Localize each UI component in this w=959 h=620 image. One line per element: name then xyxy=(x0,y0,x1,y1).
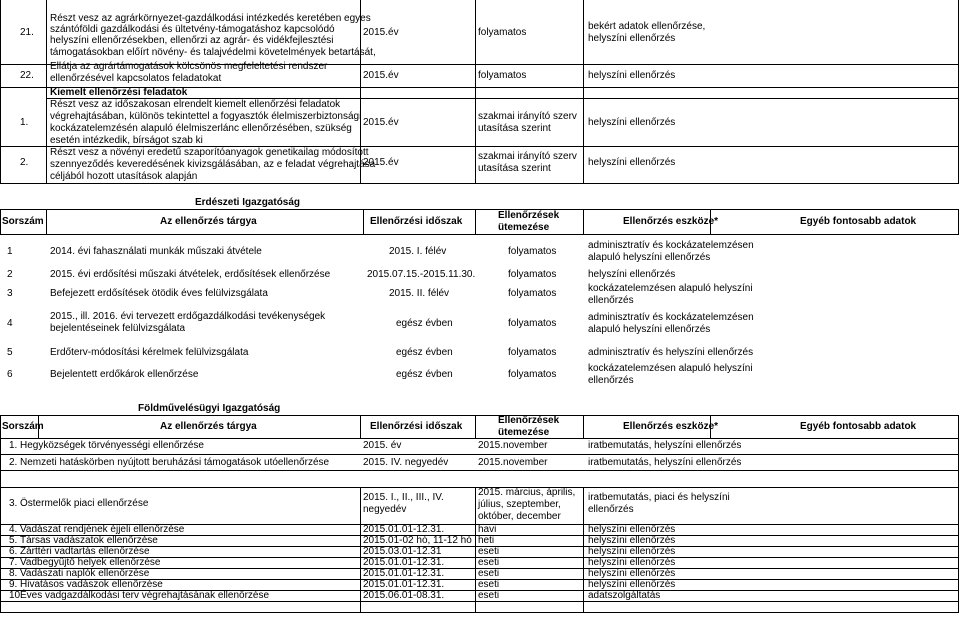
row-frequency-line: szakmai irányító szerv xyxy=(478,151,577,162)
row-frequency: eseti xyxy=(478,546,500,557)
row-description-line: Részt vesz az időszakosan elrendelt kiemelt ellenőrzési feladatok xyxy=(50,99,341,110)
header-idoszak: Ellenőrzési időszak xyxy=(370,421,463,432)
row-frequency: folyamatos xyxy=(508,318,557,329)
row-subject: 2014. évi fahasználati munkák műszaki átvétele xyxy=(50,246,262,257)
row-description-line: Részt vesz a növényi eredetű szaporítóanyagok genetikailag módosított xyxy=(50,147,369,158)
rule xyxy=(475,415,476,438)
rule xyxy=(583,487,584,612)
row-period: 2015. IV. negyedév xyxy=(363,457,449,468)
row-period: 2015. év xyxy=(363,440,402,451)
row-tool-line: alapuló helyszíni ellenőrzés xyxy=(588,252,711,263)
row-period: egész évben xyxy=(396,347,453,358)
row-frequency: folyamatos xyxy=(478,70,527,81)
row-number: 3. xyxy=(9,498,18,509)
rule xyxy=(46,0,47,183)
row-description-line: végrehajtásában, különös tekintettel a fogyasztók élelmiszerbiztonsági xyxy=(50,111,362,122)
row-frequency-line: szakmai irányító szerv xyxy=(478,111,577,122)
row-tool: iratbemutatás, helyszíni ellenőrzés xyxy=(588,457,742,468)
header-utemezes-line: ütemezése xyxy=(498,426,550,438)
row-subject: Erdőterv-módosítási kérelmek felülvizsgálata xyxy=(50,347,249,358)
row-tool: helyszíni ellenőrzés xyxy=(588,70,676,81)
rule xyxy=(363,209,364,234)
row-tool-line: helyszíni ellenőrzés xyxy=(588,32,676,44)
row-number: 4. xyxy=(9,524,18,535)
section-title: Földművelésügyi Igazgatóság xyxy=(138,403,281,414)
row-tool: adminisztratív és helyszíni ellenőrzés xyxy=(588,347,754,358)
header-targy: Az ellenőrzés tárgya xyxy=(160,421,257,432)
row-frequency: folyamatos xyxy=(508,269,557,280)
row-tool: helyszíni ellenőrzés xyxy=(588,157,676,168)
row-tool-line: iratbemutatás, piaci és helyszíni xyxy=(588,492,730,503)
row-period: 2015.év xyxy=(363,70,399,81)
header-utemezes-line: Ellenőrzések xyxy=(498,210,560,221)
row-period: 2015.év xyxy=(363,27,399,38)
row-subject-line: bejelentéseinek felülvizsgálata xyxy=(50,323,186,334)
row-period: 2015.01-02 hó, 11-12 hó xyxy=(363,535,472,546)
row-frequency: 2015.november xyxy=(478,440,548,451)
row-tool: helyszíni ellenőrzés xyxy=(588,546,676,557)
rule xyxy=(360,415,361,438)
row-period: 2015.06.01-08.31. xyxy=(363,590,445,601)
row-number: 2. xyxy=(20,157,29,168)
row-tool: helyszíni ellenőrzés xyxy=(588,579,676,590)
row-frequency-line: október, december xyxy=(478,511,561,522)
row-number: 5. xyxy=(9,535,18,546)
row-period: egész évben xyxy=(396,318,453,329)
row-tool: helyszíni ellenőrzés xyxy=(588,117,676,128)
row-frequency: havi xyxy=(478,524,497,535)
rule xyxy=(0,415,959,416)
rule xyxy=(0,234,959,235)
row-frequency: 2015.november xyxy=(478,457,548,468)
header-sorszam: Sorszám xyxy=(2,421,44,432)
row-period-line: negyedév xyxy=(363,504,407,515)
header-sorszam: Sorszám xyxy=(2,216,44,227)
rule xyxy=(0,415,1,438)
row-subject: Zárttéri vadtartás ellenőrzése xyxy=(20,546,150,557)
row-number: 7. xyxy=(9,557,18,568)
row-tool: helyszíni ellenőrzés xyxy=(588,535,676,546)
header-eszkoze: Ellenőrzés eszköze* xyxy=(623,421,719,432)
row-frequency: folyamatos xyxy=(508,246,557,257)
row-subject: Vadászati naplók ellenőrzése xyxy=(20,568,150,579)
rule xyxy=(360,487,361,612)
row-frequency: folyamatos xyxy=(508,347,557,358)
row-description-line: szántóföldi gazdálkodási és ültetvény-támogatáshoz kapcsolódó xyxy=(50,24,335,36)
row-subject: 2015. évi erdősítési műszaki átvételek, erdősítések ellenőrzése xyxy=(50,269,331,280)
rule xyxy=(475,487,476,612)
rule xyxy=(0,454,959,455)
row-subject: Nemzeti hatáskörben nyújtott beruházási támogatások utóellenőrzése xyxy=(20,457,330,468)
row-number: 5 xyxy=(7,347,13,358)
row-period: 2015.01.01-12.31. xyxy=(363,579,445,590)
row-frequency: folyamatos xyxy=(508,288,557,299)
rule xyxy=(0,438,959,439)
row-tool: helyszíni ellenőrzés xyxy=(588,269,676,280)
row-number: 1. xyxy=(9,440,18,451)
rule xyxy=(475,0,476,183)
row-frequency-line: utasítása szerint xyxy=(478,163,551,174)
row-tool-line: kockázatelemzésen alapuló helyszíni xyxy=(588,363,753,374)
row-tool-line: kockázatelemzésen alapuló helyszíni xyxy=(588,283,753,294)
row-tool: helyszíni ellenőrzés xyxy=(588,557,676,568)
rule xyxy=(0,209,959,210)
row-frequency: eseti xyxy=(478,590,500,601)
row-period: 2015.év xyxy=(363,157,399,168)
header-egyeb: Egyéb fontosabb adatok xyxy=(800,421,917,432)
row-tool: helyszíni ellenőrzés xyxy=(588,568,676,579)
row-number: 8. xyxy=(9,568,18,579)
row-tool: helyszíni ellenőrzés xyxy=(588,524,676,535)
row-tool-line: adminisztratív és kockázatelemzésen xyxy=(588,240,754,251)
row-subject: Vadbegyűjtő helyek ellenőrzése xyxy=(20,557,161,568)
row-number: 4 xyxy=(7,318,13,329)
rule xyxy=(475,209,476,234)
row-number: 22. xyxy=(20,70,34,81)
header-targy: Az ellenőrzés tárgya xyxy=(160,216,257,227)
row-tool-line: adminisztratív és kockázatelemzésen xyxy=(588,312,754,323)
row-description-line: szennyeződés keveredésének kivizsgálásában, az e feladat végrehajtása xyxy=(50,159,376,170)
row-number: 1. xyxy=(20,117,29,128)
row-subject: Befejezett erdősítések ötödik éves felülvizsgálata xyxy=(50,288,268,299)
row-frequency: eseti xyxy=(478,557,500,568)
row-subject: Éves vadgazdálkodási terv végrehajtásának ellenőrzése xyxy=(20,590,270,601)
row-number: 2 xyxy=(7,269,13,280)
row-period: 2015.év xyxy=(363,117,399,128)
rule xyxy=(0,183,959,184)
header-idoszak: Ellenőrzési időszak xyxy=(370,216,463,227)
rule xyxy=(0,209,1,234)
section-heading: Kiemelt ellenőrzési feladatok xyxy=(50,87,188,98)
rule xyxy=(0,470,959,471)
row-description-line: Ellátja az agrártámogatások kölcsönös megfeleltetési rendszer xyxy=(50,61,328,72)
row-description-line: céljából hozott utasítások alapján xyxy=(50,171,198,182)
row-period: 2015.01.01-12.31. xyxy=(363,524,445,535)
row-frequency: heti xyxy=(478,535,495,546)
row-period: 2015.01.01-12.31. xyxy=(363,557,445,568)
row-frequency: folyamatos xyxy=(478,27,527,38)
row-frequency-line: július, szeptember, xyxy=(478,499,561,510)
row-subject: Bejelentett erdőkárok ellenőrzése xyxy=(50,369,199,380)
header-eszkoze: Ellenőrzés eszköze* xyxy=(623,216,719,227)
rule xyxy=(583,415,584,438)
row-tool-line: bekért adatok ellenőrzése, xyxy=(588,21,706,32)
row-subject: Hegyközségek törvényességi ellenőrzése xyxy=(20,440,204,451)
rule xyxy=(46,209,47,234)
row-number: 1 xyxy=(7,246,13,257)
row-period: 2015.07.15.-2015.11.30. xyxy=(367,269,476,280)
row-tool: iratbemutatás, helyszíni ellenőrzés xyxy=(588,440,742,451)
row-period: 2015. I. félév xyxy=(389,246,447,257)
row-description-line: ellenőrzésével kapcsolatos feladatokat xyxy=(50,72,222,84)
row-number: 21. xyxy=(20,27,34,38)
row-tool: adatszolgáltatás xyxy=(588,590,661,601)
row-tool-line: ellenőrzés xyxy=(588,504,634,515)
row-description-line: támogatásokban előírt növény- és talajvédelmi követelmények betartását, xyxy=(50,46,376,58)
row-period: egész évben xyxy=(396,369,453,380)
rule xyxy=(583,0,584,183)
header-utemezes-line: Ellenőrzések xyxy=(498,415,560,426)
rule xyxy=(0,438,1,487)
row-subject: Östermelők piaci ellenőrzése xyxy=(20,498,149,509)
rule xyxy=(0,0,1,183)
header-egyeb: Egyéb fontosabb adatok xyxy=(800,216,917,227)
row-description-line: Részt vesz az agrárkörnyezet-gazdálkodási intézkedés keretében egyes xyxy=(50,13,371,24)
rule xyxy=(0,487,1,612)
row-subject: Társas vadászatok ellenőrzése xyxy=(20,535,158,546)
row-number: 10. xyxy=(9,590,23,601)
row-description-line: kockázatelemzésén alapuló élelmiszerlánc ellenőrzésében, szükség xyxy=(50,123,352,134)
row-period: 2015. II. félév xyxy=(389,288,450,299)
row-tool-line: alapuló helyszíni ellenőrzés xyxy=(588,324,711,335)
section-title: Erdészeti Igazgatóság xyxy=(195,197,301,208)
row-subject: Vadászat rendjének éjjeli ellenőrzése xyxy=(20,524,185,535)
row-frequency: eseti xyxy=(478,568,500,579)
row-frequency-line: utasítása szerint xyxy=(478,123,551,134)
rule xyxy=(583,209,584,234)
rule xyxy=(0,612,959,613)
row-frequency: eseti xyxy=(478,579,500,590)
row-period: 2015.01.01-12.31. xyxy=(363,568,445,579)
row-subject-line: 2015., ill. 2016. évi tervezett erdőgazdálkodási tevékenységek xyxy=(50,311,326,322)
row-subject: Hivatásos vadászok ellenőrzése xyxy=(20,579,163,590)
row-period-line: 2015. I., II., III., IV. xyxy=(363,492,444,503)
row-frequency-line: 2015. március, április, xyxy=(478,487,576,498)
row-number: 9. xyxy=(9,579,18,590)
row-tool-line: ellenőrzés xyxy=(588,375,634,386)
row-period: 2015.03.01-12.31 xyxy=(363,546,442,557)
row-frequency: folyamatos xyxy=(508,369,557,380)
row-number: 2. xyxy=(9,457,18,468)
row-number: 3 xyxy=(7,288,13,299)
row-description-line: esetén intézkedik, bírságot szab ki xyxy=(50,135,203,146)
row-tool-line: ellenőrzés xyxy=(588,295,634,306)
row-number: 6 xyxy=(7,369,13,380)
row-number: 6. xyxy=(9,546,18,557)
row-description-line: helyszíni ellenőrzésekben, ellenőrzi az agrár- és vidékfejlesztési xyxy=(50,35,334,47)
header-utemezes-line: ütemezése xyxy=(498,221,550,233)
